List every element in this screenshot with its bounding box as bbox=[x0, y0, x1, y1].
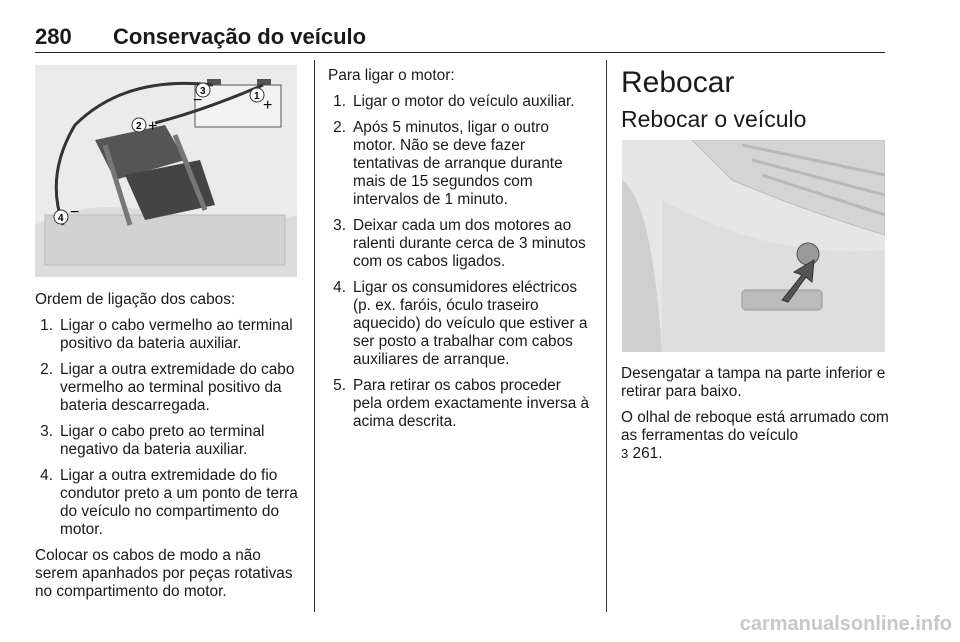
list-item: 3. Ligar o cabo preto ao terminal negativo da bateria auxiliar. bbox=[40, 423, 265, 458]
column-1 bbox=[35, 291, 303, 609]
page-reference-link[interactable]: 261. bbox=[632, 445, 663, 462]
towing-eye-location: O olhal de reboque está arrumado com as ferramentas do veículo 3 261. bbox=[621, 409, 889, 462]
chapter-title: Conservação do veículo bbox=[113, 24, 367, 49]
page-reference-icon: 3 bbox=[621, 446, 629, 461]
connection-steps bbox=[35, 317, 303, 539]
list-item: 3. Deixar cada um dos motores ao ralenti durante cerca de 3 minutos com os cabos ligados. bbox=[333, 217, 586, 270]
page-header bbox=[35, 24, 885, 52]
list-item: 2. Após 5 minutos, ligar o outro motor. Não se deve fazer tentativas de arranque durante mais de 15 segundos com intervalos de 1 minuto. bbox=[333, 119, 563, 208]
svg-text:−: − bbox=[193, 92, 203, 109]
remove-cover-instruction: Desengatar a tampa na parte inferior e retirar para baixo. bbox=[621, 365, 886, 400]
list-item: 5. Para retirar os cabos proceder pela ordem exactamente inversa à acima descrita. bbox=[333, 377, 590, 430]
towing-cover-illustration bbox=[622, 140, 885, 352]
svg-text:+: + bbox=[263, 97, 273, 114]
figure-label-1: 1 bbox=[254, 91, 260, 102]
figure-label-3: 3 bbox=[200, 86, 206, 97]
section-heading: Rebocar bbox=[621, 66, 735, 99]
column-3 bbox=[621, 365, 889, 471]
list-item: 4. Ligar os consumidores eléctricos (p. ex. faróis, óculo traseiro aquecido) do veículo que estiver a ser posto a trabalhar com cabos auxiliares de arranque. bbox=[333, 279, 588, 368]
figure-label-2: 2 bbox=[136, 121, 142, 132]
column-2 bbox=[328, 67, 590, 439]
figure-label-4: 4 bbox=[58, 213, 64, 224]
list-item: 1. Ligar o motor do veículo auxiliar. bbox=[333, 93, 575, 110]
header-rule bbox=[35, 52, 885, 53]
svg-text:+: + bbox=[148, 118, 158, 135]
cable-placement-note: Colocar os cabos de modo a não serem apanhados por peças rotativas no compartimento do motor. bbox=[35, 547, 293, 600]
list-item: 2. Ligar a outra extremidade do cabo vermelho ao terminal positivo da bateria descarregada. bbox=[40, 361, 295, 414]
connection-order-intro: Ordem de ligação dos cabos: bbox=[35, 291, 236, 308]
list-item: 1. Ligar o cabo vermelho ao terminal positivo da bateria auxiliar. bbox=[40, 317, 293, 352]
page-number: 280 bbox=[35, 24, 72, 49]
column-divider-2 bbox=[606, 60, 607, 612]
start-steps bbox=[328, 93, 590, 431]
subsection-heading: Rebocar o veículo bbox=[621, 106, 807, 132]
jump-start-illustration bbox=[35, 65, 297, 277]
svg-text:−: − bbox=[70, 204, 80, 221]
column-divider-1 bbox=[314, 60, 315, 612]
start-engine-intro: Para ligar o motor: bbox=[328, 67, 455, 84]
watermark: carmanualsonline.info bbox=[739, 613, 952, 635]
list-item: 4. Ligar a outra extremidade do fio condutor preto a um ponto de terra do veículo no compartimento do motor. bbox=[40, 467, 298, 538]
